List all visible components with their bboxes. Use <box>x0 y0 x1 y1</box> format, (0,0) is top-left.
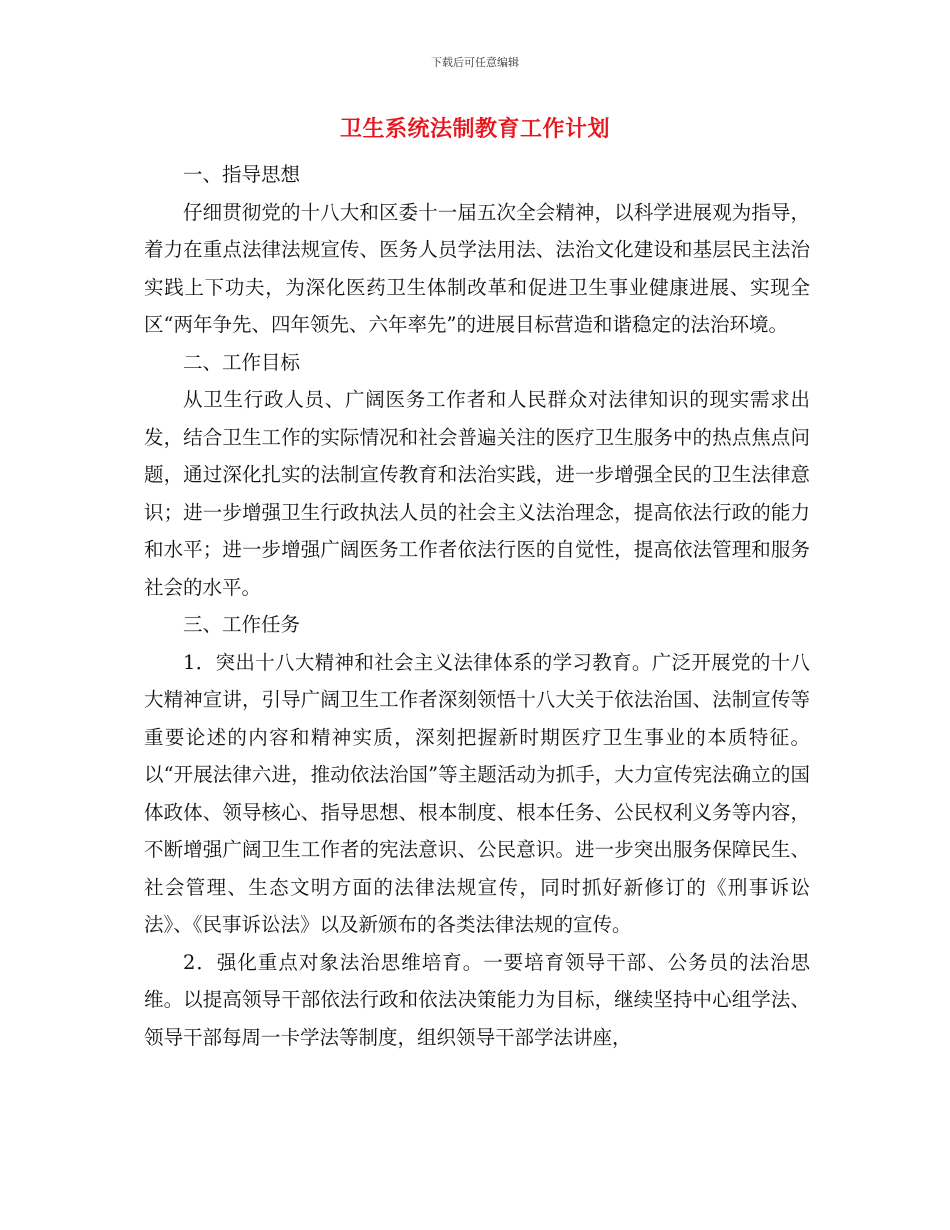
document-body <box>144 156 810 1056</box>
paragraph-task-2: 2．强化重点对象法治思维培育。一要培育领导干部、公务员的法治思维。以提高领导干部依法行政和依法决策能力为目标，继续坚持中心组学法、领导干部每周一卡学法等制度，组织领导干部学法讲座， <box>144 950 810 1049</box>
section-heading-guiding-ideology: 一、指导思想 <box>183 163 301 186</box>
header-note: 下载后可任意编辑 <box>431 56 519 69</box>
paragraph-task-1: 1．突出十八大精神和社会主义法律体系的学习教育。广泛开展党的十八大精神宣讲，引导广阔卫生工作者深刻领悟十八大关于依法治国、法制宣传等重要论述的内容和精神实质，深刻把握新时期医疗卫生事业的本质特征。以“开展法律六进，推动依法治国”等主题活动为抓手，大力宣传宪法确立的国体政体、领导核心、指导思想、根本制度、根本任务、公民权利义务等内容，不断增强广阔卫生工作者的宪法意识、公民意识。进一步突出服务保障民生、社会管理、生态文明方面的法律法规宣传，同时抓好新修订的《刑事诉讼法》、《民事诉讼法》以及新颁布的各类法律法规的宣传。 <box>144 650 810 936</box>
paragraph-work-goals: 从卫生行政人员、广阔医务工作者和人民群众对法律知识的现实需求出发，结合卫生工作的实际情况和社会普遍关注的医疗卫生服务中的热点焦点问题，通过深化扎实的法制宣传教育和法治实践，进一步增强全民的卫生法律意识；进一步增强卫生行政执法人员的社会主义法治理念，提高依法行政的能力和水平；进一步增强广阔医务工作者依法行医的自觉性，提高依法管理和服务社会的水平。 <box>144 388 810 599</box>
section-heading-work-tasks: 三、工作任务 <box>183 613 301 636</box>
document-title: 卫生系统法制教育工作计划 <box>339 116 610 142</box>
section-heading-work-goals: 二、工作目标 <box>183 350 301 374</box>
paragraph-guiding-ideology: 仔细贯彻党的十八大和区委十一届五次全会精神，以科学进展观为指导，着力在重点法律法规宣传、医务人员学法用法、法治文化建设和基层民主法治实践上下功夫，为深化医药卫生体制改革和促进卫生事业健康进展、实现全区“两年争先、四年领先、六年率先”的进展目标营造和谐稳定的法治环境。 <box>144 200 810 336</box>
